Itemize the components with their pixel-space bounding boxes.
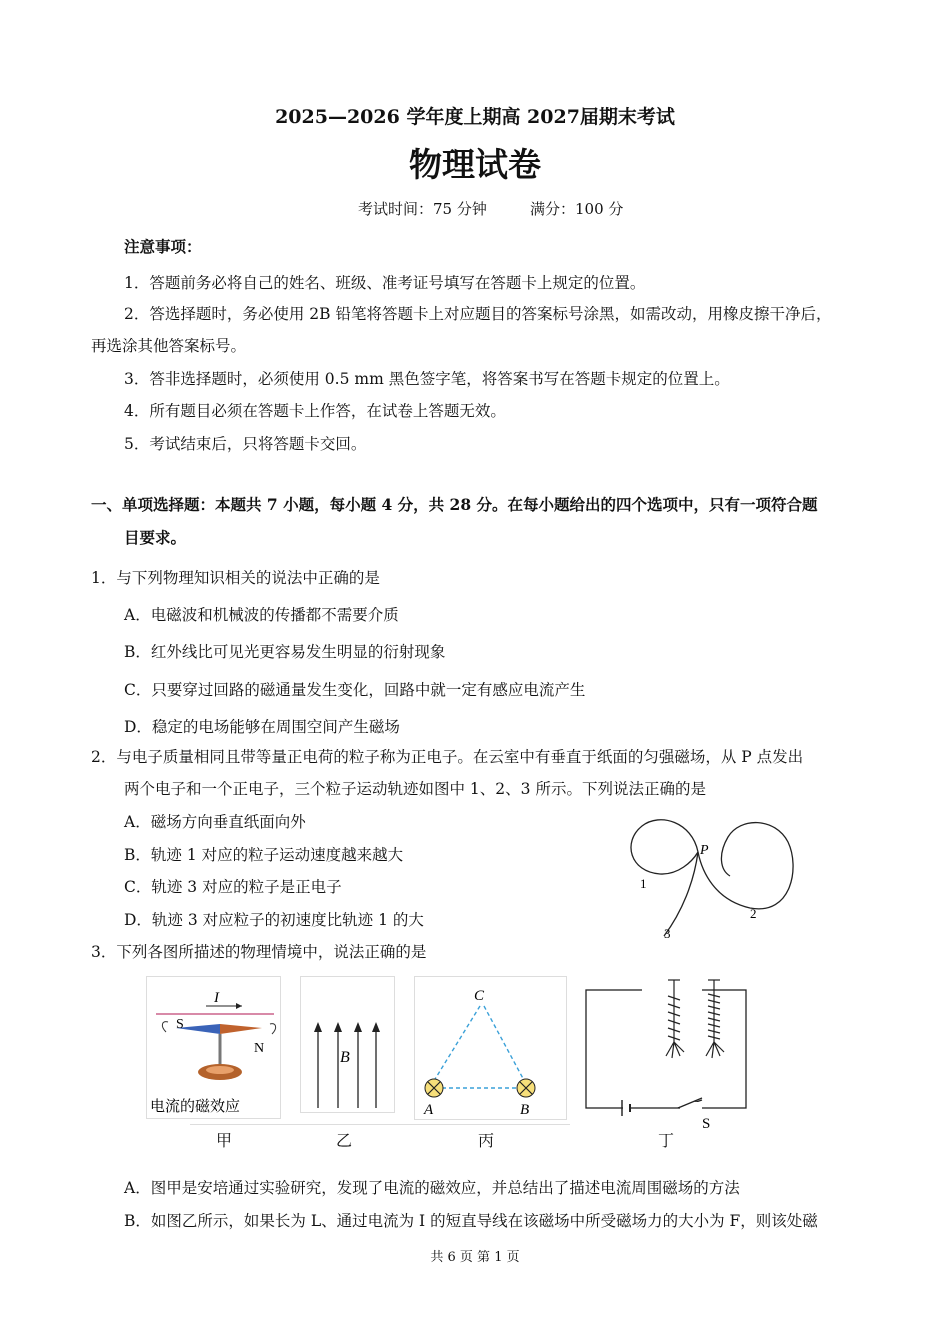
field-b-label: B [340, 1049, 350, 1066]
track-3-label: 3 [664, 926, 671, 941]
q3-option-b: B．如图乙所示，如果长为 L、通过电流为 I 的短直导线在该磁场中所受磁场力的大小为 F，则该处磁 [124, 1212, 818, 1230]
exam-title: 2025—2026 学年度上期高 2027届期末考试 [275, 106, 675, 128]
notice-heading: 注意事项： [124, 237, 202, 256]
figure-label-strip-rule [190, 1124, 570, 1125]
q2-option-b: B．轨迹 1 对应的粒子运动速度越来越大 [124, 846, 404, 864]
figure-jia-label: 甲 [216, 1131, 233, 1150]
notice-item: 4．所有题目必须在答题卡上作答，在试卷上答题无效。 [124, 402, 506, 420]
q1-option-c: C．只要穿过回路的磁通量发生变化，回路中就一定有感应电流产生 [124, 681, 586, 699]
notice-item: 5．考试结束后，只将答题卡交回。 [124, 435, 367, 453]
subject-title: 物理试卷 [409, 145, 541, 184]
figure-label-strip [190, 1124, 950, 1150]
q1-option-a: A．电磁波和机械波的传播都不需要介质 [124, 606, 399, 624]
question-1-stem: 1．与下列物理知识相关的说法中正确的是 [91, 569, 380, 587]
point-b-label: B [520, 1102, 530, 1118]
section-heading: 一、单项选择题：本题共 7 小题，每小题 4 分，共 28 分。在每小题给出的四个选项中，只有一项符合题 [91, 495, 818, 514]
notice-item: 1．答题前务必将自己的姓名、班级、准考证号填写在答题卡上规定的位置。 [124, 274, 646, 292]
notice-item: 再选涂其他答案标号。 [91, 337, 247, 355]
question-2-stem-cont: 两个电子和一个正电子，三个粒子运动轨迹如图中 1、2、3 所示。下列说法正确的是 [124, 780, 706, 798]
full-score: 满分：100 分 [530, 200, 624, 218]
current-label: I [214, 990, 219, 1006]
figure-ding-label: 丁 [658, 1131, 675, 1150]
notice-item: 3．答非选择题时，必须使用 0.5 mm 黑色签字笔，将答案书写在答题卡规定的位置上。 [124, 370, 730, 388]
switch-s-label: S [702, 1116, 711, 1132]
figure-jia-caption: 电流的磁效应 [150, 1099, 241, 1115]
s-pole-label: S [176, 1017, 184, 1032]
track-2-label: 2 [750, 906, 757, 921]
figure-ding [582, 976, 752, 1136]
figure-bing [414, 976, 568, 1121]
track-2 [698, 823, 793, 909]
track-1-label: 1 [640, 876, 647, 891]
question-2-stem: 2．与电子质量相同且带等量正电荷的粒子称为正电子。在云室中有垂直于纸面的匀强磁场，从 P 点发出 [91, 748, 804, 766]
point-c-label: C [474, 988, 485, 1004]
q3-option-a: A．图甲是安培通过实验研究，发现了电流的磁效应，并总结出了描述电流周围磁场的方法 [124, 1179, 740, 1197]
particle-tracks-figure [620, 812, 810, 944]
notice-item: 2．答选择题时，务必使用 2B 铅笔将答题卡上对应题目的答案标号涂黑，如需改动，用橡皮擦干净后， [124, 305, 832, 323]
exam-time: 考试时间：75 分钟 [358, 200, 487, 218]
q1-option-b: B．红外线比可见光更容易发生明显的衍射现象 [124, 643, 446, 661]
question-3-stem: 3．下列各图所描述的物理情境中，说法正确的是 [91, 943, 427, 961]
figure-bing-label: 丙 [478, 1131, 495, 1150]
q2-option-a: A．磁场方向垂直纸面向外 [124, 813, 306, 831]
page-number: 共 6 页 第 1 页 [430, 1250, 520, 1265]
q2-option-d: D．轨迹 3 对应粒子的初速度比轨迹 1 的大 [124, 911, 424, 929]
figure-yi-label: 乙 [336, 1131, 353, 1150]
point-a-label: A [424, 1102, 434, 1118]
track-3 [664, 852, 698, 936]
figure-yi [300, 976, 396, 1116]
section-heading-cont: 目要求。 [124, 528, 187, 547]
n-pole-label: N [254, 1041, 265, 1056]
point-p-label: P [700, 843, 709, 858]
figure-jia [146, 976, 282, 1121]
track-1 [631, 820, 698, 874]
q2-option-c: C．轨迹 3 对应的粒子是正电子 [124, 878, 342, 896]
q1-option-d: D．稳定的电场能够在周围空间产生磁场 [124, 718, 400, 736]
